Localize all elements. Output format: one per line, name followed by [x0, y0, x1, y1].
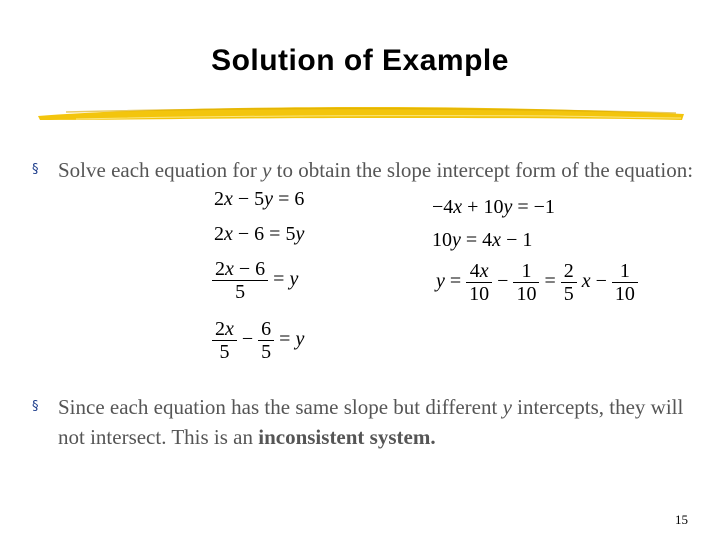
page-number: 15 — [675, 512, 688, 527]
bullet2-part2: intercepts, they will not intersect. This is an — [58, 395, 684, 449]
equation-left-2: 2x − 6 = 5y — [214, 223, 305, 245]
equation-left-4: $\frac{2x}{5}$ − $\frac{6}{5}$ = y — [212, 318, 304, 363]
bullet-marker-2: § — [32, 399, 39, 414]
bullet2-part1: Since each equation has the same slope but different — [58, 395, 498, 419]
bullet-text-2 — [58, 392, 708, 452]
slide-title: Solution of Example — [211, 44, 509, 77]
bullet2-var: y — [502, 395, 512, 419]
title-underline-brushstroke — [36, 98, 686, 128]
equation-right-1: −4x + 10y = −1 — [432, 196, 555, 218]
bullet-text-1 — [58, 155, 708, 185]
equation-right-2: 10y = 4x − 1 — [432, 229, 533, 251]
bullet1-text: Solve each equation for y to obtain the slope intercept form of the equation: — [58, 158, 694, 182]
equation-left-3: $\frac{2x - 6}{5}$ = y — [212, 258, 298, 303]
equation-right-3: y = $\frac{4x}{10}$ − $\frac{1}{10}$ = $\frac{2}{5}$ x − $\frac{1}{10}$ — [436, 260, 638, 305]
bullet-marker-1: § — [32, 162, 39, 177]
equation-left-1: 2x − 5y = 6 — [214, 188, 305, 210]
bullet2-emphasis: inconsistent system. — [258, 425, 436, 449]
